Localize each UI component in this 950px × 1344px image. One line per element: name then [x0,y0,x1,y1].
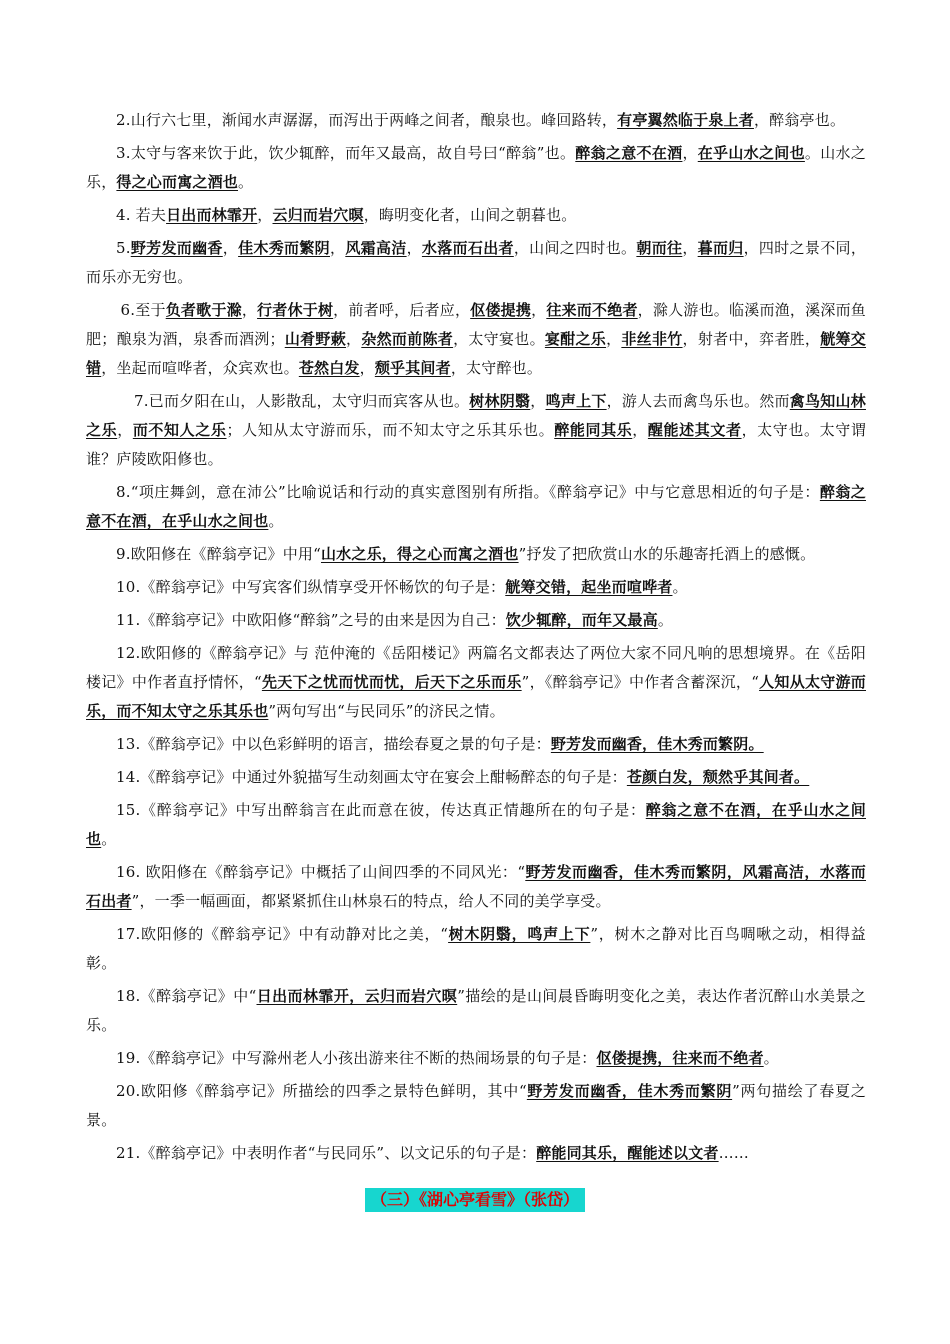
text-run: 12.欧阳修的《醉翁亭记》与 范仲淹的《岳阳楼记》两篇名文都表达了两位大家不同凡响的思想境界。在《岳阳楼记》中作者直抒情怀，“ [86,644,866,691]
text-run: ， [531,301,547,319]
text-run: 10.《醉翁亭记》中写宾客们纵情享受开怀畅饮的句子是： [116,578,506,596]
text-run: 16. 欧阳修在《醉翁亭记》中概括了山间四季的不同风光：“ [116,863,526,881]
text-run: 8.“项庄舞剑，意在沛公”比喻说话和行动的真实意图别有所指。《醉翁亭记》中与它意思相近的句子是： [116,483,820,501]
text-run: 19.《醉翁亭记》中写滁州老人小孩出游来往不断的热闹场景的句子是： [116,1049,597,1067]
text-run: ”，树木之静对比百鸟啁啾之动，相得益彰。 [86,925,866,972]
text-run: ， [346,330,362,348]
key-phrase: 云归而岩穴暝 [272,206,364,224]
key-phrase: 风霜高洁 [345,239,407,257]
answer-paragraph [86,1077,866,1135]
key-phrase: 禽鸟知山林之乐 [86,392,866,439]
answer-paragraph [86,387,866,474]
text-run: 7.已而夕阳在山，人影散乱，太守归而宾客从也。 [134,392,470,410]
text-run: 。 [763,1049,779,1067]
answer-paragraph [86,106,866,135]
key-phrase: 觥筹交错，起坐而喧哗者 [505,578,673,596]
text-run: ”描绘的是山间晨昏晦明变化之美，表达作者沉醉山水美景之乐。 [86,987,866,1034]
answer-paragraph [86,201,866,230]
key-phrase: 日出而林霏开，云归而岩穴暝 [256,987,458,1005]
key-phrase: 苍然白发 [298,359,360,377]
text-run: ， [682,239,698,257]
key-phrase: 水落而石出者 [421,239,514,257]
answer-paragraph [86,139,866,197]
key-phrase: 行者休于树 [257,301,334,319]
text-run: ，游人去而禽鸟乐也。然而 [606,392,790,410]
text-run: ，射者中，弈者胜， [682,330,821,348]
text-run: 14.《醉翁亭记》中通过外貌描写生动刻画太守在宴会上酣畅醉态的句子是： [116,768,627,786]
key-phrase: 野芳发而幽香，佳木秀而繁阴。 [550,735,764,753]
key-phrase: 得之心而寓之酒也 [116,173,239,191]
key-phrase: 非丝非竹 [621,330,683,348]
text-run: 4. 若夫 [116,206,167,224]
text-run: ， [359,359,375,377]
key-phrase: 宴酣之乐 [544,330,607,348]
text-run: 6.至于 [120,301,166,319]
answer-paragraph [86,639,866,726]
text-run: 。 [238,173,254,191]
text-run: ， [530,392,546,410]
answer-paragraph [86,982,866,1040]
answer-paragraph [86,920,866,978]
text-run: ， [632,421,648,439]
key-phrase: 颓乎其间者 [374,359,451,377]
text-run: 。 [657,611,674,629]
text-run: 9.欧阳修在《醉翁亭记》中用“ [116,545,321,563]
key-phrase: 醉能同其乐，醒能述以文者 [536,1144,719,1162]
key-phrase: 树林阴翳 [469,392,531,410]
text-run: 15.《醉翁亭记》中写出醉翁言在此而意在彼，传达真正情趣所在的句子是： [116,801,646,819]
answer-paragraph [86,606,866,635]
text-run: …… [718,1144,750,1162]
key-phrase: 而不知人之乐 [132,421,227,439]
key-phrase: 醉翁之意不在酒 [575,144,683,162]
text-run: ， [682,144,698,162]
text-run: ，晦明变化者，山间之朝暮也。 [363,206,577,224]
text-run: 3.太守与客来饮于此，饮少辄醉，而年又最高，故自号曰“醉翁”也。 [116,144,576,162]
key-phrase: 人知从太守游而乐，而不知太守之乐其乐也 [86,673,866,720]
key-phrase: 佳木秀而繁阴 [238,239,330,257]
key-phrase: 山水之乐，得之心而寓之酒也 [320,545,519,563]
key-phrase: 往来而不绝者 [546,301,638,319]
text-run: ”抒发了把欣赏山水的乐趣寄托酒上的感慨。 [518,545,816,563]
text-run: ，太守醉也。 [450,359,543,377]
key-phrase: 醒能述其文者 [647,421,742,439]
key-phrase: 苍颜白发，颓然乎其间者。 [626,768,810,786]
answer-paragraph [86,478,866,536]
key-phrase: 醉能同其乐 [554,421,633,439]
key-phrase: 日出而林霏开 [166,206,258,224]
key-phrase: 伛偻提携，往来而不绝者 [596,1049,764,1067]
text-run: ，太守也。太守谓谁？庐陵欧阳修也。 [86,421,867,468]
text-run: 。 [101,830,117,848]
answer-paragraph [86,296,866,383]
text-run: ”，《醉翁亭记》中作者含蓄深沉，“ [521,673,760,691]
text-run: ”两句描绘了春夏之景。 [86,1082,866,1129]
answer-paragraph [86,573,866,602]
text-run: ，前者呼，后者应， [333,301,471,319]
key-phrase: 有亭翼然临于泉上者 [617,111,754,129]
text-run: ， [241,301,258,319]
answer-paragraph [86,730,866,759]
key-phrase: 暮而归 [697,239,744,257]
key-phrase: 饮少辄醉，而年又最高 [505,611,658,629]
answer-paragraph [86,1139,866,1168]
text-run: ，坐起而喧哗者，众宾欢也。 [101,359,299,377]
text-run: 20.欧阳修《醉翁亭记》所描绘的四季之景特色鲜明，其中“ [116,1082,527,1100]
text-run: ， [117,421,133,439]
text-run: 。 [268,512,284,530]
answer-paragraph [86,540,866,569]
key-phrase: 树木阴翳，鸣声上下 [448,925,591,943]
answer-paragraph [86,796,866,854]
text-run: 21.《醉翁亭记》中表明作者“与民同乐”、以文记乐的句子是： [116,1144,537,1162]
answer-paragraph [86,234,866,292]
section-heading: （三）《湖心亭看雪》（张岱） [365,1188,585,1212]
key-phrase: 先天下之忧而忧而忧，后天下之乐而乐 [261,673,522,691]
key-phrase: 杂然而前陈者 [361,330,454,348]
text-run: 17.欧阳修的《醉翁亭记》中有动静对比之美，“ [116,925,449,943]
text-run: ；人知从太守游而乐，而不知太守之乐其乐也。 [226,421,555,439]
key-phrase: 山肴野蔌 [284,330,347,348]
text-run: 。 [672,578,688,596]
text-run: ，醉翁亭也。 [753,111,846,129]
key-phrase: 醉翁之意不在酒，在乎山水之间也 [86,483,866,530]
key-phrase: 野芳发而幽香，佳木秀而繁阴 [526,1082,733,1100]
answer-paragraph [86,1044,866,1073]
text-run: 18.《醉翁亭记》中“ [116,987,257,1005]
key-phrase: 朝而往 [636,239,683,257]
key-phrase: 野芳发而幽香 [130,239,223,257]
text-run: 2.山行六七里，渐闻水声潺潺，而泻出于两峰之间者，酿泉也。峰回路转， [116,111,618,129]
text-run: ， [606,330,622,348]
text-run: 13.《醉翁亭记》中以色彩鲜明的语言，描绘春夏之景的句子是： [116,735,551,753]
key-phrase: 觥筹交错 [86,330,866,377]
document-body [86,106,866,1172]
text-run: ，滁人游也。临溪而渔，溪深而鱼肥；酿泉为酒，泉香而酒洌； [86,301,866,348]
key-phrase: 醉翁之意不在酒，在乎山水之间也 [86,801,866,848]
text-run: ，太守宴也。 [453,330,545,348]
text-run: ”，一季一幅画面，都紧紧抓住山林泉石的特点，给人不同的美学享受。 [131,892,611,910]
text-run: 11.《醉翁亭记》中欧阳修“醉翁”之号的由来是因为自己： [116,611,506,629]
answer-paragraph [86,763,866,792]
key-phrase: 在乎山水之间也 [697,144,805,162]
key-phrase: 野芳发而幽香，佳木秀而繁阴，风霜高洁，水落而石出者 [86,863,866,910]
text-run: ，山间之四时也。 [513,239,637,257]
section-heading-wrap [0,1188,950,1212]
answer-paragraph [86,858,866,916]
text-run: ， [406,239,422,257]
text-run: ，四时之景不同，而乐亦无穷也。 [86,239,867,286]
text-run: ， [329,239,346,257]
text-run: ”两句写出“与民同乐”的济民之情。 [268,702,505,720]
key-phrase: 负者歌于滁 [165,301,242,319]
text-run: 5. [116,239,131,257]
text-run: ， [222,239,239,257]
key-phrase: 鸣声上下 [545,392,607,410]
text-run: ， [257,206,273,224]
key-phrase: 伛偻提携 [470,301,532,319]
text-run: 。山水之乐， [86,144,867,191]
